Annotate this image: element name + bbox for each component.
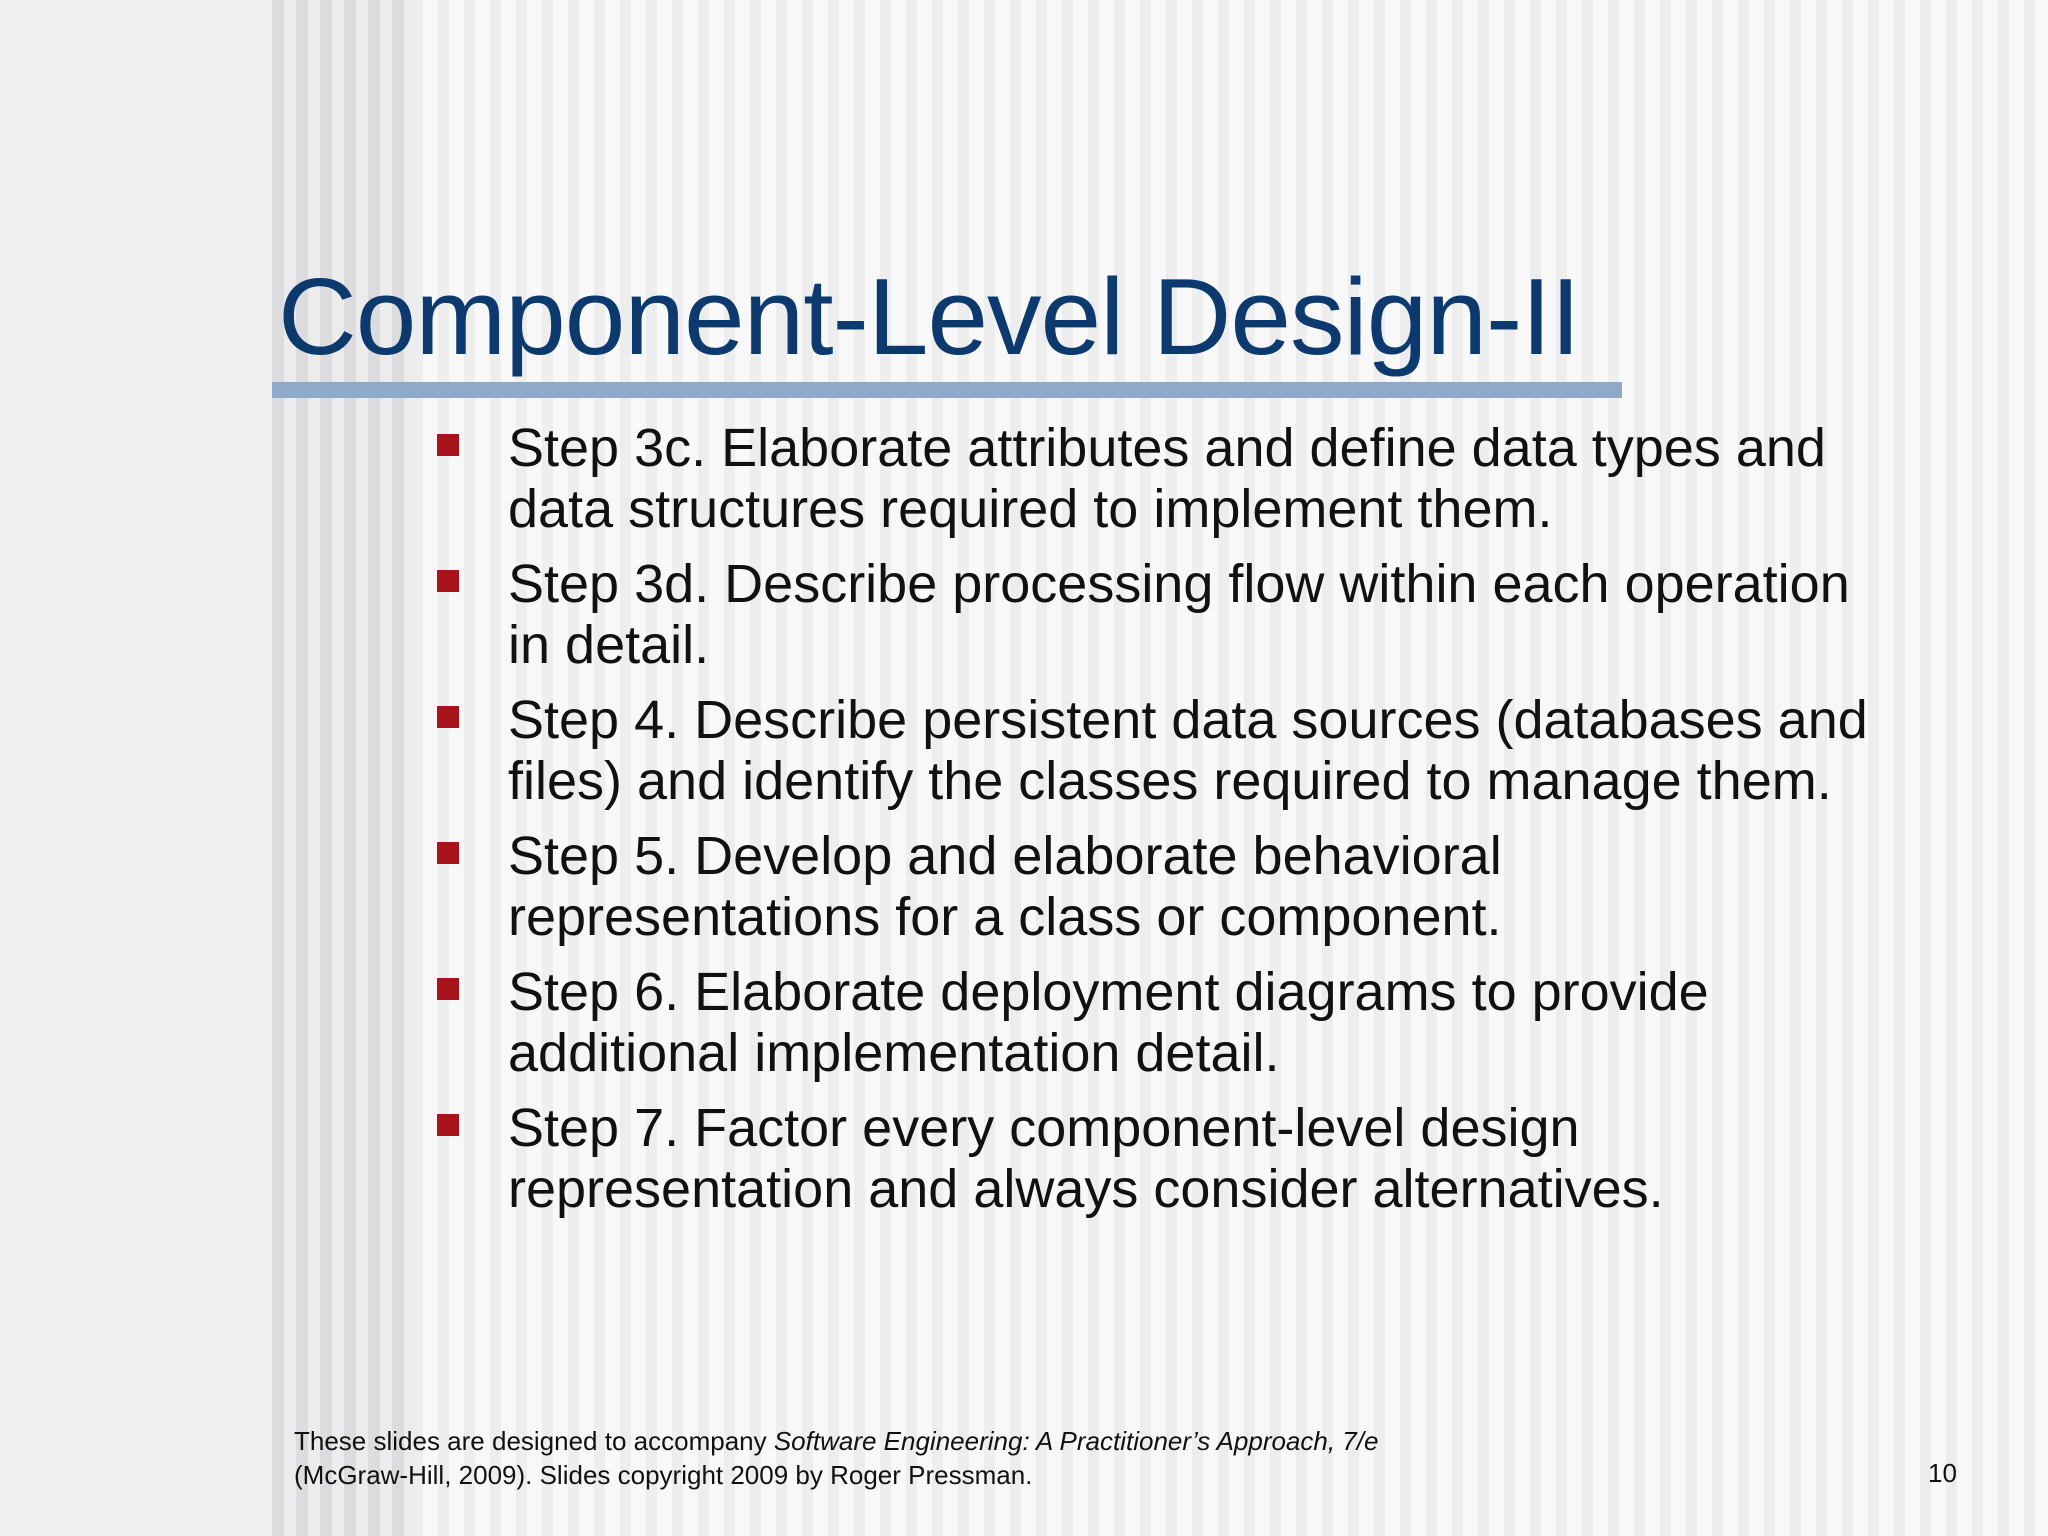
bullet-text: Step 3d. Describe processing flow within each operation in detail. <box>508 554 1850 675</box>
bullet-text: Step 3c. Elaborate attributes and define data types and data structures required to implement them. <box>508 418 1826 539</box>
slide-title: Component-Level Design-II <box>278 256 1580 378</box>
bullet-text: Step 4. Describe persistent data sources (databases and files) and identify the classes required to manage them. <box>508 690 1868 811</box>
footer-book-title: Software Engineering: A Practitioner’s Approach, 7/e <box>773 1426 1379 1456</box>
bullet-item-step-7 <box>430 1098 1880 1220</box>
square-bullet-icon <box>437 706 459 728</box>
square-bullet-icon <box>437 570 459 592</box>
footer-citation <box>294 1424 1378 1492</box>
square-bullet-icon <box>437 842 459 864</box>
left-background-band <box>0 0 272 1536</box>
page-number: 10 <box>1928 1458 1957 1488</box>
square-bullet-icon <box>437 978 459 1000</box>
title-underline <box>272 382 1622 398</box>
bullet-item-step-6 <box>430 962 1880 1084</box>
bullet-item-step-3d <box>430 554 1880 676</box>
footer-line2: (McGraw-Hill, 2009). Slides copyright 2009 by Roger Pressman. <box>294 1460 1033 1490</box>
bullet-item-step-4 <box>430 690 1880 812</box>
bullet-list <box>430 418 1880 1234</box>
square-bullet-icon <box>437 434 459 456</box>
bullet-text: Step 5. Develop and elaborate behavioral representations for a class or component. <box>508 826 1502 947</box>
bullet-item-step-5 <box>430 826 1880 948</box>
footer-line1-prefix: These slides are designed to accompany <box>294 1426 774 1456</box>
bullet-text: Step 6. Elaborate deployment diagrams to provide additional implementation detail. <box>508 962 1709 1083</box>
bullet-item-step-3c <box>430 418 1880 540</box>
bullet-text: Step 7. Factor every component-level design representation and always consider alternatives. <box>508 1098 1664 1219</box>
square-bullet-icon <box>437 1114 459 1136</box>
dark-stripe-band <box>272 0 412 1536</box>
